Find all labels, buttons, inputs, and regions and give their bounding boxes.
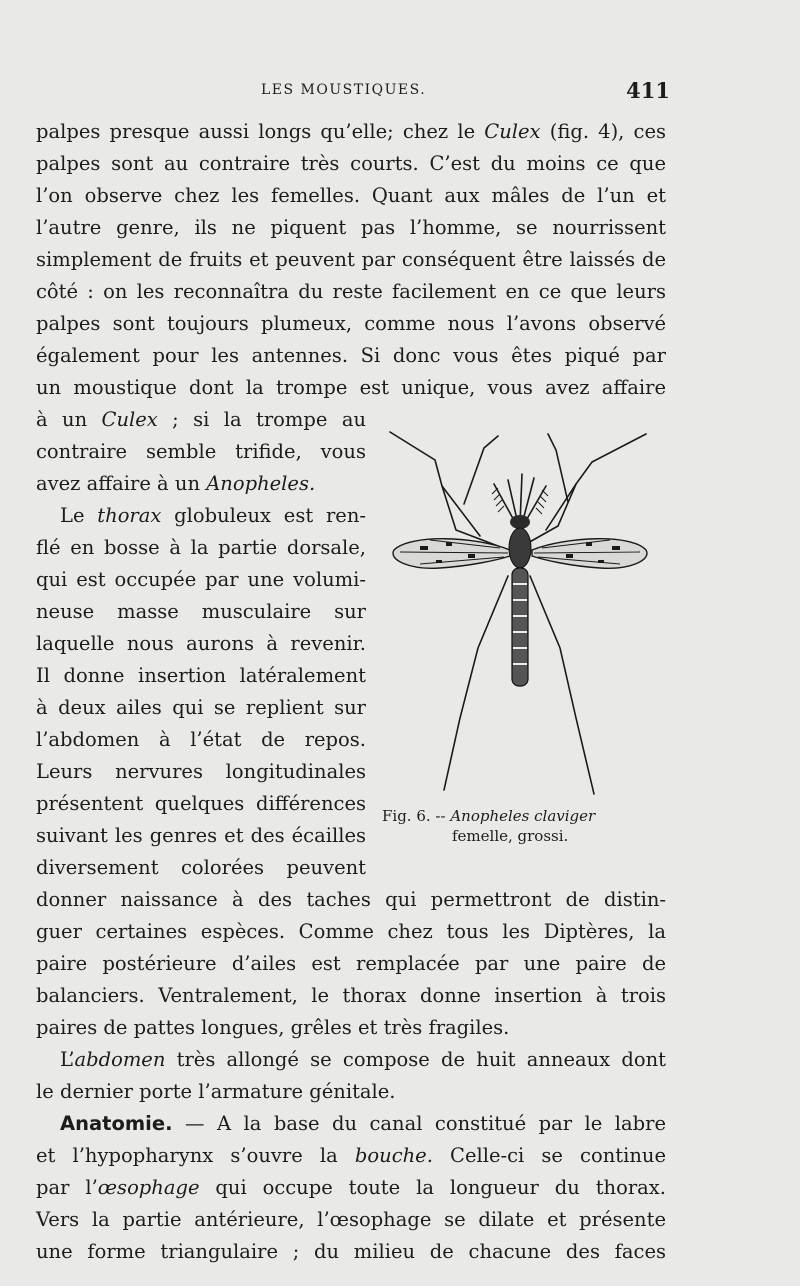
text-line xyxy=(36,212,666,244)
text-run: guer certaines espèces. Comme chez tous les Diptères, la xyxy=(36,920,666,943)
text-run: paires de pattes longues, grêles et très fragiles. xyxy=(36,1016,510,1039)
text-run: balanciers. Ventralement, le thorax donne insertion à trois xyxy=(36,984,666,1007)
text-run: l’abdomen à l’état de repos. xyxy=(36,728,366,751)
text-line xyxy=(36,244,666,276)
text-run: — A la base du canal constitué par le labre xyxy=(172,1112,666,1135)
text-run: Il donne insertion latéralement xyxy=(36,664,366,687)
text-run: suivant les genres et des écailles xyxy=(36,824,366,847)
text-run: laquelle nous aurons à revenir. xyxy=(36,632,366,655)
text-run: donner naissance à des taches qui permettront de distin- xyxy=(36,888,666,911)
text-line xyxy=(36,372,666,404)
text-line xyxy=(36,468,366,500)
text-run: simplement de fruits et peuvent par conséquent être laissés de xyxy=(36,248,666,271)
text-line xyxy=(36,596,366,628)
mosquito-illustration-icon xyxy=(380,418,670,810)
text-run: côté : on les reconnaîtra du reste facilement en ce que leurs xyxy=(36,280,666,303)
text-line xyxy=(60,1044,666,1076)
page-header xyxy=(36,78,670,108)
text-line xyxy=(36,116,666,148)
text-run: par l’ xyxy=(36,1176,98,1199)
text-line xyxy=(36,404,366,436)
text-run: paire postérieure d’ailes est remplacée par une paire de xyxy=(36,952,666,975)
text-line xyxy=(36,948,666,980)
page-number: 411 xyxy=(626,78,670,103)
text-run: une forme triangulaire ; du milieu de chacune des faces xyxy=(36,1240,666,1263)
text-run: Leurs nervures longitudinales xyxy=(36,760,366,783)
text-line xyxy=(36,756,366,788)
text-line xyxy=(36,628,366,660)
text-run: très allongé se compose de huit anneaux dont xyxy=(165,1048,666,1071)
text-run: thorax xyxy=(97,504,162,527)
text-run: Celle-ci se continue xyxy=(432,1144,666,1167)
text-run: également pour les antennes. Si donc vous êtes piqué par xyxy=(36,344,666,367)
text-line xyxy=(36,1204,666,1236)
text-line xyxy=(36,1012,666,1044)
text-line xyxy=(36,820,366,852)
text-line xyxy=(36,660,366,692)
text-run: Vers la partie antérieure, l’œsophage se dilate et présente xyxy=(36,1208,666,1231)
text-run: œsophage xyxy=(97,1176,200,1199)
text-line xyxy=(36,916,666,948)
text-run: ; si la trompe au xyxy=(157,408,367,431)
text-run: qui est occupée par une volumi- xyxy=(36,568,366,591)
text-line xyxy=(36,564,366,596)
text-run: avez affaire à un xyxy=(36,472,207,495)
text-line xyxy=(60,500,366,532)
caption-line-2: femelle, grossi. xyxy=(452,827,569,845)
text-run: palpes sont au contraire très courts. C’est du moins ce que xyxy=(36,152,666,175)
text-line xyxy=(36,276,666,308)
text-run: contraire semble trifide, vous xyxy=(36,440,366,463)
text-run: Culex xyxy=(101,408,158,431)
text-line xyxy=(36,692,366,724)
text-run: Culex xyxy=(484,120,541,143)
text-run: un moustique dont la trompe est unique, vous avez affaire xyxy=(36,376,666,399)
text-line xyxy=(36,852,366,884)
text-run: l’on observe chez les femelles. Quant aux mâles de l’un et xyxy=(36,184,666,207)
running-title: LES MOUSTIQUES. xyxy=(261,82,427,98)
text-line xyxy=(36,788,366,820)
figure-mosquito xyxy=(380,418,670,810)
text-line xyxy=(36,436,366,468)
text-line xyxy=(36,980,666,1012)
text-run: à deux ailes qui se replient sur xyxy=(36,696,366,719)
text-run: (fig. 4), ces xyxy=(540,120,667,143)
caption-prefix: Fig. 6. -- xyxy=(382,807,446,825)
text-run: à un xyxy=(36,408,102,431)
text-run: flé en bosse à la partie dorsale, xyxy=(36,536,366,559)
text-run: Anopheles. xyxy=(206,472,316,495)
text-run: neuse masse musculaire sur xyxy=(36,600,366,623)
text-line xyxy=(36,1236,666,1268)
text-line xyxy=(36,1172,666,1204)
text-line xyxy=(36,180,666,212)
text-run: palpes presque aussi longs qu’elle; chez le xyxy=(36,120,485,143)
caption-species: Anopheles claviger xyxy=(450,807,596,825)
text-run: palpes sont toujours plumeux, comme nous l’avons observé xyxy=(36,312,666,335)
text-line xyxy=(36,724,366,756)
text-run: Anatomie. xyxy=(60,1112,173,1135)
text-run: présentent quelques différences xyxy=(36,792,366,815)
text-run: globuleux est ren- xyxy=(161,504,366,527)
text-run: bouche. xyxy=(354,1144,433,1167)
text-line xyxy=(36,884,666,916)
text-line xyxy=(36,340,666,372)
text-run: l’autre genre, ils ne piquent pas l’homme, se nourrissent xyxy=(36,216,666,239)
text-line xyxy=(36,532,366,564)
text-line xyxy=(36,308,666,340)
text-line xyxy=(36,148,666,180)
text-run: Le xyxy=(60,504,98,527)
text-run: L’ xyxy=(60,1048,75,1071)
text-run: et l’hypopharynx s’ouvre la xyxy=(36,1144,355,1167)
text-line xyxy=(36,1140,666,1172)
text-line xyxy=(36,1076,666,1108)
text-run: le dernier porte l’armature génitale. xyxy=(36,1080,396,1103)
text-run: diversement colorées peuvent xyxy=(36,856,366,879)
text-run: qui occupe toute la longueur du thorax. xyxy=(199,1176,666,1199)
text-run: abdomen xyxy=(74,1048,166,1071)
text-line xyxy=(60,1108,666,1140)
figure-caption xyxy=(382,806,672,846)
